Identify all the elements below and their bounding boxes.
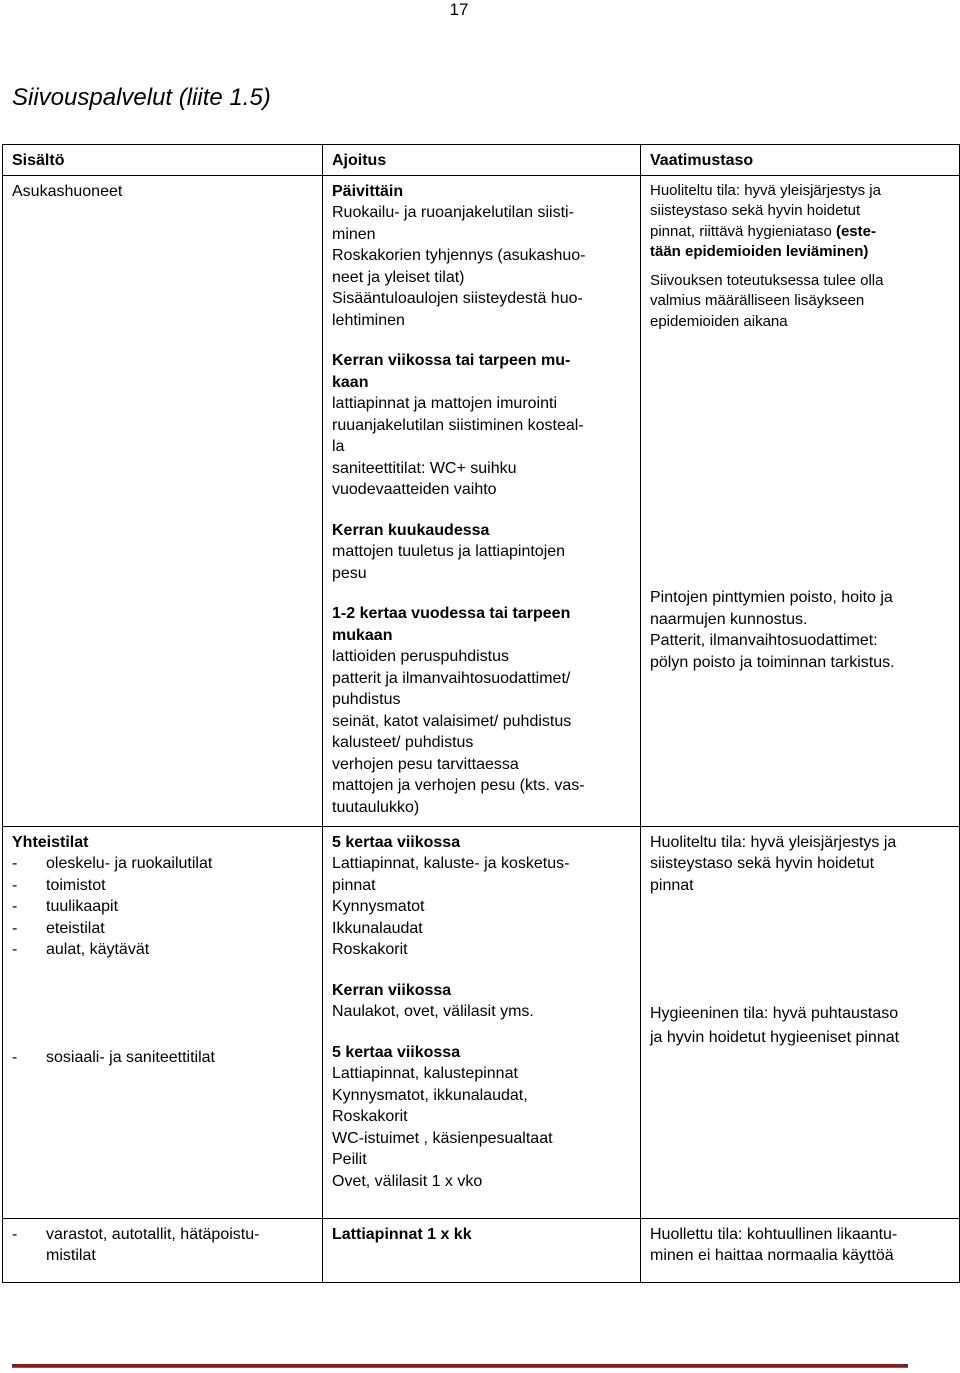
content-heading: Yhteistilat bbox=[12, 833, 89, 851]
timing-line: mattojen tuuletus ja lattiapintojen bbox=[332, 543, 566, 560]
list-item-text: aulat, käytävät bbox=[46, 941, 150, 958]
timing-line: saniteettitilat: WC+ suihku bbox=[332, 459, 517, 477]
timing-block bbox=[332, 832, 631, 961]
timing-line: vuodevaatteiden vaihto bbox=[332, 481, 497, 498]
timing-line: puhdistus bbox=[332, 691, 401, 708]
timing-line: Roskakorien tyhjennys (asukashuo- bbox=[332, 247, 586, 264]
timing-heading: Kerran kuukaudessa bbox=[332, 521, 490, 539]
timing-line: ruuanjakelutilan siistiminen kosteal- bbox=[332, 416, 584, 434]
list-item-text: tuulikaapit bbox=[46, 898, 119, 915]
timing-heading: 5 kertaa viikossa bbox=[332, 1043, 461, 1061]
timing-heading: mukaan bbox=[332, 626, 393, 644]
timing-heading: Kerran viikossa bbox=[332, 981, 452, 999]
timing-heading: 5 kertaa viikossa bbox=[332, 833, 461, 851]
timing-heading: Päivittäin bbox=[332, 182, 404, 200]
timing-heading: Lattiapinnat 1 x kk bbox=[332, 1225, 472, 1243]
timing-line: pinnat bbox=[332, 876, 376, 894]
list-item: - oleskelu- ja ruokailutilat bbox=[12, 855, 213, 872]
timing-line: Lattiapinnat, kaluste- ja kosketus- bbox=[332, 855, 570, 872]
timing-line: Roskakorit bbox=[332, 1108, 408, 1125]
timing-block bbox=[332, 980, 631, 1023]
timing-line: WC-istuimet , käsienpesualtaat bbox=[332, 1129, 553, 1147]
timing-line: seinät, katot valaisimet/ puhdistus bbox=[332, 712, 572, 730]
timing-heading: Kerran viikossa tai tarpeen mu- bbox=[332, 352, 571, 369]
list-item-text: toimistot bbox=[46, 876, 106, 894]
requirement-line: siisteystaso sekä hyvin hoidetut bbox=[650, 202, 861, 219]
requirement-line: pinnat bbox=[650, 876, 694, 894]
header-row bbox=[3, 145, 960, 176]
timing-line: Kynnysmatot, ikkunalaudat, bbox=[332, 1086, 528, 1104]
list-item-text: oleskelu- ja ruokailutilat bbox=[46, 855, 213, 872]
list-item-text: sosiaali- ja saniteettitilat bbox=[46, 1048, 215, 1066]
requirement-line: Siivouksen toteutuksessa tulee olla bbox=[650, 271, 884, 289]
timing-line: Ruokailu- ja ruoanjakelutilan siisti- bbox=[332, 204, 574, 221]
table-row bbox=[3, 826, 960, 1218]
requirement-line: Pintojen pinttymien poisto, hoito ja bbox=[650, 589, 893, 606]
requirement-line: minen ei haittaa normaalia käyttöä bbox=[650, 1247, 894, 1264]
timing-line: Ovet, välilasit 1 x vko bbox=[332, 1172, 483, 1190]
requirement-bold: tään epidemioiden leviäminen) bbox=[650, 243, 869, 260]
requirement-line: pölyn poisto ja toiminnan tarkistus. bbox=[650, 653, 895, 671]
requirement-line bbox=[650, 222, 950, 243]
requirement-block bbox=[650, 587, 950, 673]
list-item-text: eteistilat bbox=[46, 919, 105, 937]
timing-line: minen bbox=[332, 225, 376, 243]
list-item: - toimistot bbox=[12, 876, 106, 894]
timing-line: lattiapinnat ja mattojen imurointi bbox=[332, 395, 558, 412]
requirement-block bbox=[650, 832, 950, 897]
timing-line: neet ja yleiset tilat) bbox=[332, 268, 465, 286]
content-heading: Asukashuoneet bbox=[12, 182, 123, 200]
timing-block bbox=[332, 350, 631, 501]
requirement-text: pinnat, riittävä hygieniataso bbox=[650, 222, 832, 240]
requirement-line: epidemioiden aikana bbox=[650, 312, 788, 330]
content-cell bbox=[3, 1218, 323, 1282]
timing-line: tuutaulukko) bbox=[332, 798, 420, 816]
requirement-block bbox=[650, 1002, 950, 1050]
timing-cell bbox=[323, 826, 641, 1218]
timing-line: kalusteet/ puhdistus bbox=[332, 734, 474, 751]
header-content: Sisältö bbox=[3, 145, 323, 176]
requirement-line: valmius määrälliseen lisäykseen bbox=[650, 292, 865, 309]
timing-heading: 1-2 kertaa vuodessa tai tarpeen bbox=[332, 605, 571, 622]
timing-cell bbox=[323, 1218, 641, 1282]
requirement-block bbox=[650, 181, 950, 263]
requirement-line: siisteystaso sekä hyvin hoidetut bbox=[650, 855, 875, 872]
list-item: - tuulikaapit bbox=[12, 898, 119, 915]
timing-line: pesu bbox=[332, 564, 367, 582]
timing-line: lattioiden peruspuhdistus bbox=[332, 648, 510, 665]
footer-rule bbox=[12, 1364, 908, 1368]
table-row bbox=[3, 1218, 960, 1282]
timing-line: Peilit bbox=[332, 1151, 367, 1168]
list-item: - sosiaali- ja saniteettitilat bbox=[12, 1048, 215, 1066]
timing-line: verhojen pesu tarvittaessa bbox=[332, 755, 519, 773]
requirement-bold: (este- bbox=[835, 222, 876, 240]
timing-block bbox=[332, 603, 631, 818]
list-item-text: varastot, autotallit, hätäpoistu- bbox=[46, 1225, 260, 1243]
timing-line: patterit ja ilmanvaihtosuodattimet/ bbox=[332, 669, 571, 687]
timing-line: Roskakorit bbox=[332, 941, 408, 958]
document-title: Siivouspalvelut (liite 1.5) bbox=[12, 84, 271, 111]
timing-block bbox=[332, 181, 631, 332]
timing-block bbox=[332, 520, 631, 585]
timing-line: Naulakot, ovet, välilasit yms. bbox=[332, 1003, 534, 1020]
timing-line: lehtiminen bbox=[332, 311, 405, 329]
cleaning-services-table bbox=[2, 144, 960, 1283]
content-cell bbox=[3, 175, 323, 826]
requirement-line: Hygieeninen tila: hyvä puhtaustaso bbox=[650, 1005, 899, 1022]
requirement-line: Huoliteltu tila: hyvä yleisjärjestys ja bbox=[650, 181, 881, 199]
timing-heading: kaan bbox=[332, 373, 369, 391]
header-requirement: Vaatimustaso bbox=[641, 145, 960, 176]
timing-line: mattojen ja verhojen pesu (kts. vas- bbox=[332, 777, 585, 794]
list-item: - varastot, autotallit, hätäpoistu- bbox=[12, 1225, 260, 1243]
requirement-cell bbox=[641, 826, 960, 1218]
timing-block bbox=[332, 1042, 631, 1193]
requirement-line: ja hyvin hoidetut hygieeniset pinnat bbox=[650, 1029, 900, 1046]
list-item: - aulat, käytävät bbox=[12, 941, 150, 958]
table-row bbox=[3, 175, 960, 826]
timing-line: Ikkunalaudat bbox=[332, 919, 423, 937]
timing-line: Lattiapinnat, kalustepinnat bbox=[332, 1065, 518, 1082]
requirement-cell bbox=[641, 175, 960, 826]
content-cell bbox=[3, 826, 323, 1218]
list-item: - eteistilat bbox=[12, 919, 105, 937]
requirement-cell bbox=[641, 1218, 960, 1282]
timing-line: Kynnysmatot bbox=[332, 898, 425, 915]
header-timing: Ajoitus bbox=[323, 145, 641, 176]
requirement-block bbox=[650, 271, 950, 333]
timing-cell bbox=[323, 175, 641, 826]
timing-line: Sisääntuloaulojen siisteydestä huo- bbox=[332, 290, 583, 307]
timing-line: la bbox=[332, 438, 345, 455]
list-item-text: mistilat bbox=[46, 1247, 96, 1264]
requirement-line: Huollettu tila: kohtuullinen likaantu- bbox=[650, 1225, 898, 1243]
requirement-line: Patterit, ilmanvaihtosuodattimet: bbox=[650, 632, 878, 649]
page-number: 17 bbox=[449, 0, 469, 19]
requirement-line: naarmujen kunnostus. bbox=[650, 610, 808, 628]
requirement-line: Huoliteltu tila: hyvä yleisjärjestys ja bbox=[650, 833, 897, 851]
